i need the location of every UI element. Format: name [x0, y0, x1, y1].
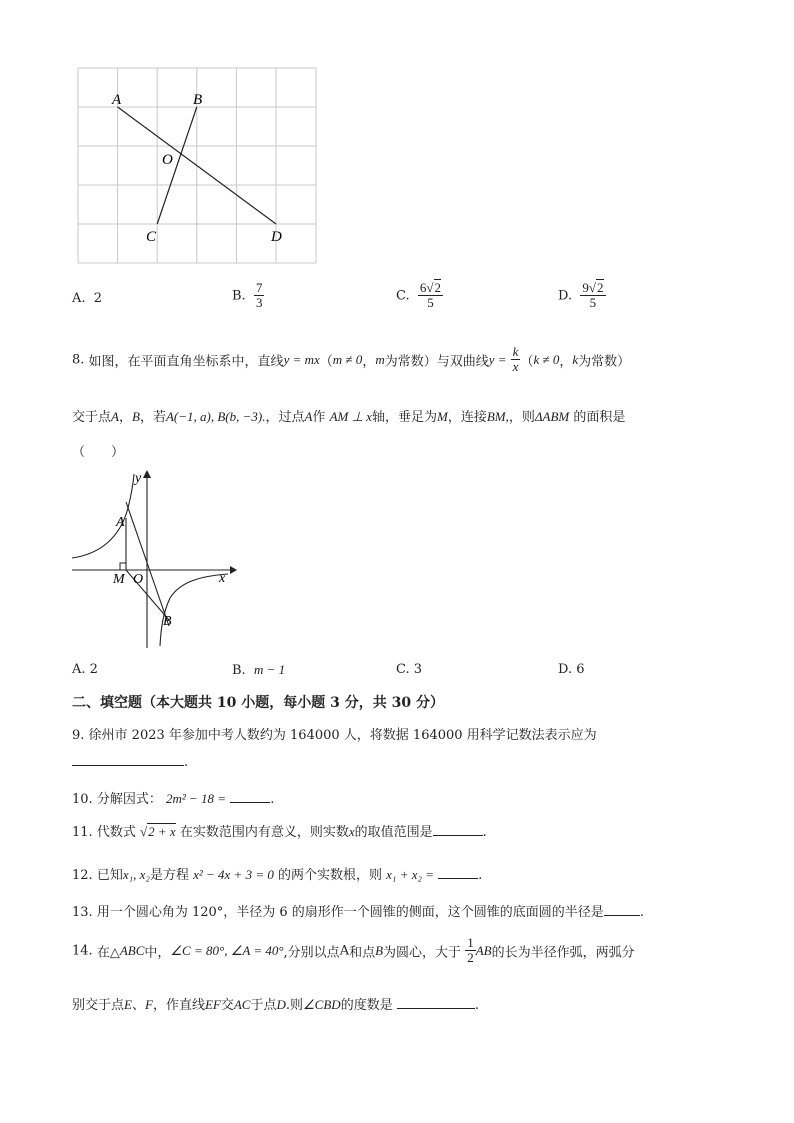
k-variable: k — [572, 351, 579, 367]
text: ，若 — [139, 410, 166, 425]
text: 中， — [144, 945, 171, 961]
end-punct: . — [270, 792, 275, 807]
text: 的取值范围是 — [354, 825, 433, 840]
q8-option-c[interactable] — [396, 662, 422, 677]
numerator: k — [512, 344, 519, 359]
answer-blank[interactable] — [604, 903, 640, 916]
question-number: 11. — [72, 825, 93, 840]
hyperbola-branch-left — [72, 474, 134, 558]
half-fraction — [465, 936, 476, 966]
option-letter: A. — [72, 662, 86, 677]
end-punct: . — [474, 998, 479, 1013]
variables: x₁, x₂ — [122, 867, 150, 882]
label-a: A — [112, 92, 122, 108]
denominator: 5 — [589, 295, 597, 311]
triangle-abc: ABC — [119, 942, 145, 958]
text: （ — [319, 354, 333, 370]
line-ef: EF — [204, 997, 221, 1012]
denominator: 2 — [467, 950, 474, 966]
segment-ab: AB — [475, 942, 492, 958]
option-value: 3 — [413, 662, 423, 677]
text: 的长为半径作弧，两弧分 — [491, 945, 635, 961]
q8-coordinate-figure — [70, 468, 240, 650]
answer-blank[interactable] — [72, 753, 184, 766]
text: ，作直线 — [152, 998, 205, 1013]
hyperbola-branch-right — [160, 574, 228, 646]
question-text: 徐州市 2023 年参加中考人数约为 164000 人，将数据 164000 用科学记数法表示应为 — [88, 728, 597, 743]
option-letter: C. — [396, 662, 410, 677]
text: 交于点 — [72, 410, 112, 425]
q14-line2 — [72, 994, 479, 1013]
coefficient: 6 — [419, 280, 427, 295]
q9-line1 — [72, 724, 597, 743]
text: ，则 — [508, 410, 535, 425]
section-heading: 二、填空题（本大题共 10 小题，每小题 3 分，共 30 分） — [72, 695, 444, 711]
q14-line1 — [72, 936, 635, 966]
q9-line2 — [72, 753, 188, 770]
k-condition: k ≠ 0 — [533, 351, 560, 367]
triangle-abm: ΔABM — [534, 409, 570, 424]
numerator: 7 — [255, 280, 263, 295]
numerator: 6√2 — [419, 280, 442, 295]
text: ， — [362, 354, 376, 370]
question-number: 8. — [72, 352, 85, 368]
text: ， — [118, 410, 132, 425]
option-letter: A. — [72, 291, 86, 306]
text: ，连接 — [447, 410, 487, 425]
denominator: 5 — [427, 295, 434, 311]
q8-answer-paren: （ ） — [72, 445, 125, 460]
radicand: 2 — [434, 280, 442, 295]
q7-option-d[interactable] — [558, 281, 606, 311]
q8-option-d[interactable] — [558, 662, 585, 677]
angle-cbd: ∠CBD — [303, 997, 341, 1012]
question-text: 分解因式： — [96, 792, 162, 807]
point-a: A — [111, 409, 119, 424]
label-o: O — [162, 152, 173, 168]
right-angle-mark — [120, 563, 126, 570]
label-c: C — [146, 229, 157, 245]
variable: x — [348, 824, 355, 839]
option-value: 6 — [576, 662, 585, 677]
text: 的面积是 — [573, 410, 626, 425]
answer-blank[interactable] — [397, 996, 475, 1009]
option-letter: B. — [232, 288, 246, 304]
text: 为常数） — [578, 354, 631, 370]
question-number: 13. — [72, 905, 93, 920]
q12 — [72, 864, 482, 883]
text: ， — [559, 354, 573, 370]
q11 — [72, 821, 487, 840]
equation: x² − 4x + 3 = 0 — [193, 867, 274, 882]
radical-expression: √2 + x — [139, 824, 176, 839]
m-variable: m — [375, 351, 385, 367]
q7-option-b[interactable] — [232, 281, 264, 311]
perpendicular-expr: AM ⊥ x — [329, 409, 372, 424]
line-equation: y = mx — [283, 351, 320, 367]
question-number: 14. — [72, 943, 93, 959]
q8-option-a[interactable] — [72, 662, 98, 677]
hyperbola-lhs: y = — [488, 351, 507, 367]
text: 在△ — [96, 945, 120, 961]
coordinates: A(−1, a), B(b, −3). — [165, 409, 266, 424]
text: 、 — [131, 998, 145, 1013]
point-a: A — [304, 409, 313, 424]
sum-expression: x₁ + x₂ = — [386, 867, 435, 882]
label-a: A — [116, 515, 125, 530]
q7-grid-figure — [76, 66, 320, 266]
fraction — [580, 281, 605, 311]
point-d: D — [276, 997, 286, 1012]
option-letter: B. — [232, 663, 246, 678]
text: 为圆心，大于 — [383, 945, 462, 961]
text: 已知 — [96, 868, 123, 883]
point-m: M — [436, 409, 448, 424]
y-axis-arrow — [143, 470, 151, 478]
label-d: D — [271, 229, 282, 245]
text: 为常数）与双曲线 — [384, 354, 489, 370]
q10 — [72, 788, 274, 807]
x-axis-arrow — [230, 566, 237, 574]
option-value: 2 — [89, 662, 98, 677]
text: 交 — [220, 998, 234, 1013]
text: （ — [520, 354, 534, 370]
denominator: x — [512, 359, 519, 375]
text: 别交于点 — [72, 998, 125, 1013]
text: 在实数范围内有意义，则实数 — [179, 825, 349, 840]
text: 如图，在平面直角坐标系中，直线 — [88, 354, 284, 370]
label-y: y — [135, 471, 142, 486]
text: 作 — [312, 410, 326, 425]
point-b: B — [375, 942, 384, 958]
segment-bm: BM, — [486, 409, 509, 424]
q8-line1 — [72, 345, 630, 375]
end-punct: . — [184, 755, 189, 770]
end-punct: . — [639, 905, 644, 920]
text: 的两个实数根，则 — [278, 868, 383, 883]
end-punct: . — [482, 825, 487, 840]
point-e: E — [124, 997, 132, 1012]
end-punct: . — [478, 868, 483, 883]
text: ,分别以点 — [283, 945, 340, 961]
text: 和点 — [349, 945, 376, 961]
coefficient: 9 — [582, 280, 589, 295]
label-x: x — [219, 571, 226, 586]
q7-option-c[interactable] — [396, 281, 443, 311]
text: .则 — [285, 998, 304, 1013]
expression: 2m² − 18 = — [165, 791, 227, 806]
numerator: 1 — [467, 935, 474, 950]
question-text: 用一个圆心角为 120°，半径为 6 的扇形作一个圆锥的侧面，这个圆锥的底面圆的半径是 — [96, 905, 604, 920]
text: 轴，垂足为 — [371, 410, 437, 425]
text: 于点 — [250, 998, 277, 1013]
option-value: m − 1 — [253, 662, 286, 677]
q7-option-a[interactable] — [72, 291, 102, 306]
text: 代数式 — [96, 825, 136, 840]
q8-line2 — [72, 406, 625, 425]
question-number: 10. — [72, 792, 93, 807]
denominator: 3 — [255, 295, 263, 311]
label-b: B — [193, 92, 203, 108]
text: 是方程 — [149, 868, 189, 883]
option-letter: D. — [558, 662, 573, 677]
point-b: B — [131, 409, 140, 424]
option-letter: D. — [558, 288, 573, 304]
label-m: M — [113, 572, 125, 587]
m-condition: m ≠ 0 — [332, 351, 363, 367]
hyperbola-fraction — [511, 345, 521, 375]
numerator: 9√2 — [582, 280, 604, 295]
q8-option-b[interactable] — [232, 662, 285, 678]
option-value: 2 — [93, 291, 103, 306]
fraction — [418, 281, 443, 311]
label-o: O — [133, 572, 144, 587]
radicand: 2 — [597, 280, 604, 295]
text: 的度数是 — [340, 998, 393, 1013]
q13 — [72, 901, 644, 920]
segment-ac: AC — [233, 997, 251, 1012]
angles: ∠C = 80°, ∠A = 40° — [170, 942, 284, 958]
answer-blank[interactable] — [230, 790, 270, 803]
fraction — [254, 281, 265, 311]
radicand: 2 + x — [148, 824, 176, 839]
question-number: 9. — [72, 728, 85, 743]
text: ，过点 — [265, 410, 305, 425]
question-number: 12. — [72, 868, 93, 883]
answer-blank[interactable] — [438, 866, 478, 879]
option-letter: C. — [396, 288, 410, 304]
point-f: F — [144, 997, 153, 1012]
point-a: A — [339, 943, 350, 959]
answer-blank[interactable] — [433, 823, 483, 836]
label-b: B — [163, 614, 172, 629]
